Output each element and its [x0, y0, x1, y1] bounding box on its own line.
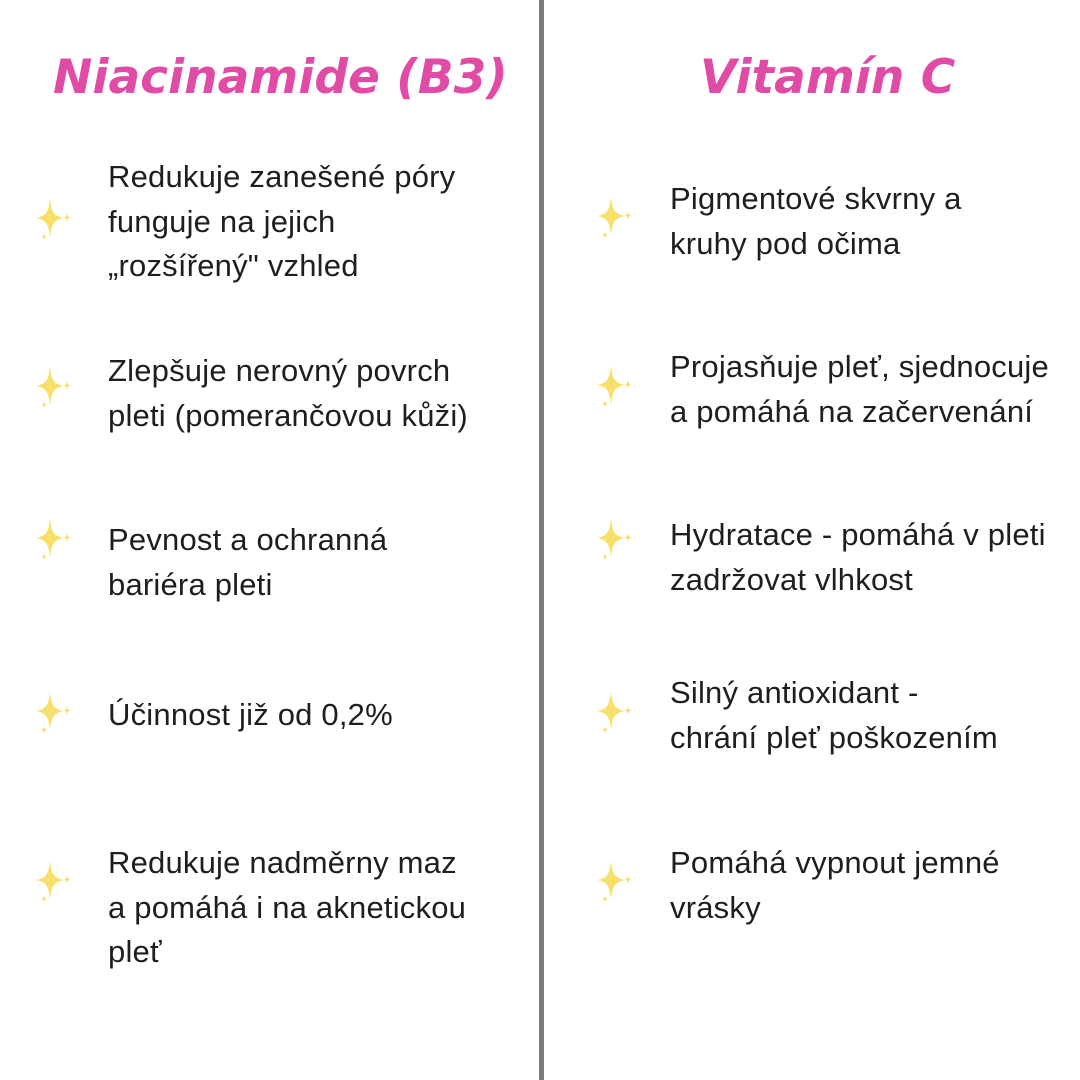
vitamin-c-title: Vitamín C [700, 50, 956, 105]
sparkle-icon [32, 515, 72, 563]
sparkle-icon [593, 857, 633, 905]
benefit-text: Redukuje zanešené póry funguje na jejich „rozšířený" vzhled [108, 159, 456, 283]
sparkle-icon [593, 362, 633, 410]
sparkle-icon [32, 688, 72, 736]
benefit-text: Projasňuje pleť, sjednocuje a pomáhá na začervenání [670, 349, 1049, 429]
column-divider [539, 0, 544, 1080]
benefit-text: Hydratace - pomáhá v pleti zadržovat vlhkost [670, 517, 1046, 597]
benefit-text: Pevnost a ochranná bariéra pleti [108, 522, 388, 602]
benefit-text: Silný antioxidant - chrání pleť poškozením [670, 675, 998, 755]
sparkle-icon [32, 363, 72, 411]
sparkle-icon [32, 857, 72, 905]
benefit-text: Pigmentové skvrny a kruhy pod očima [670, 181, 962, 261]
benefit-text: Pomáhá vypnout jemné vrásky [670, 845, 1000, 925]
benefit-text: Účinnost již od 0,2% [108, 697, 393, 732]
sparkle-icon [593, 688, 633, 736]
sparkle-icon [593, 515, 633, 563]
benefit-text: Zlepšuje nerovný povrch pleti (pomerančovou kůži) [108, 353, 468, 433]
benefit-text: Redukuje nadměrny maz a pomáhá i na aknetickou pleť [108, 845, 467, 969]
niacinamide-title: Niacinamide (B3) [53, 50, 508, 105]
sparkle-icon [593, 193, 633, 241]
sparkle-icon [32, 195, 72, 243]
